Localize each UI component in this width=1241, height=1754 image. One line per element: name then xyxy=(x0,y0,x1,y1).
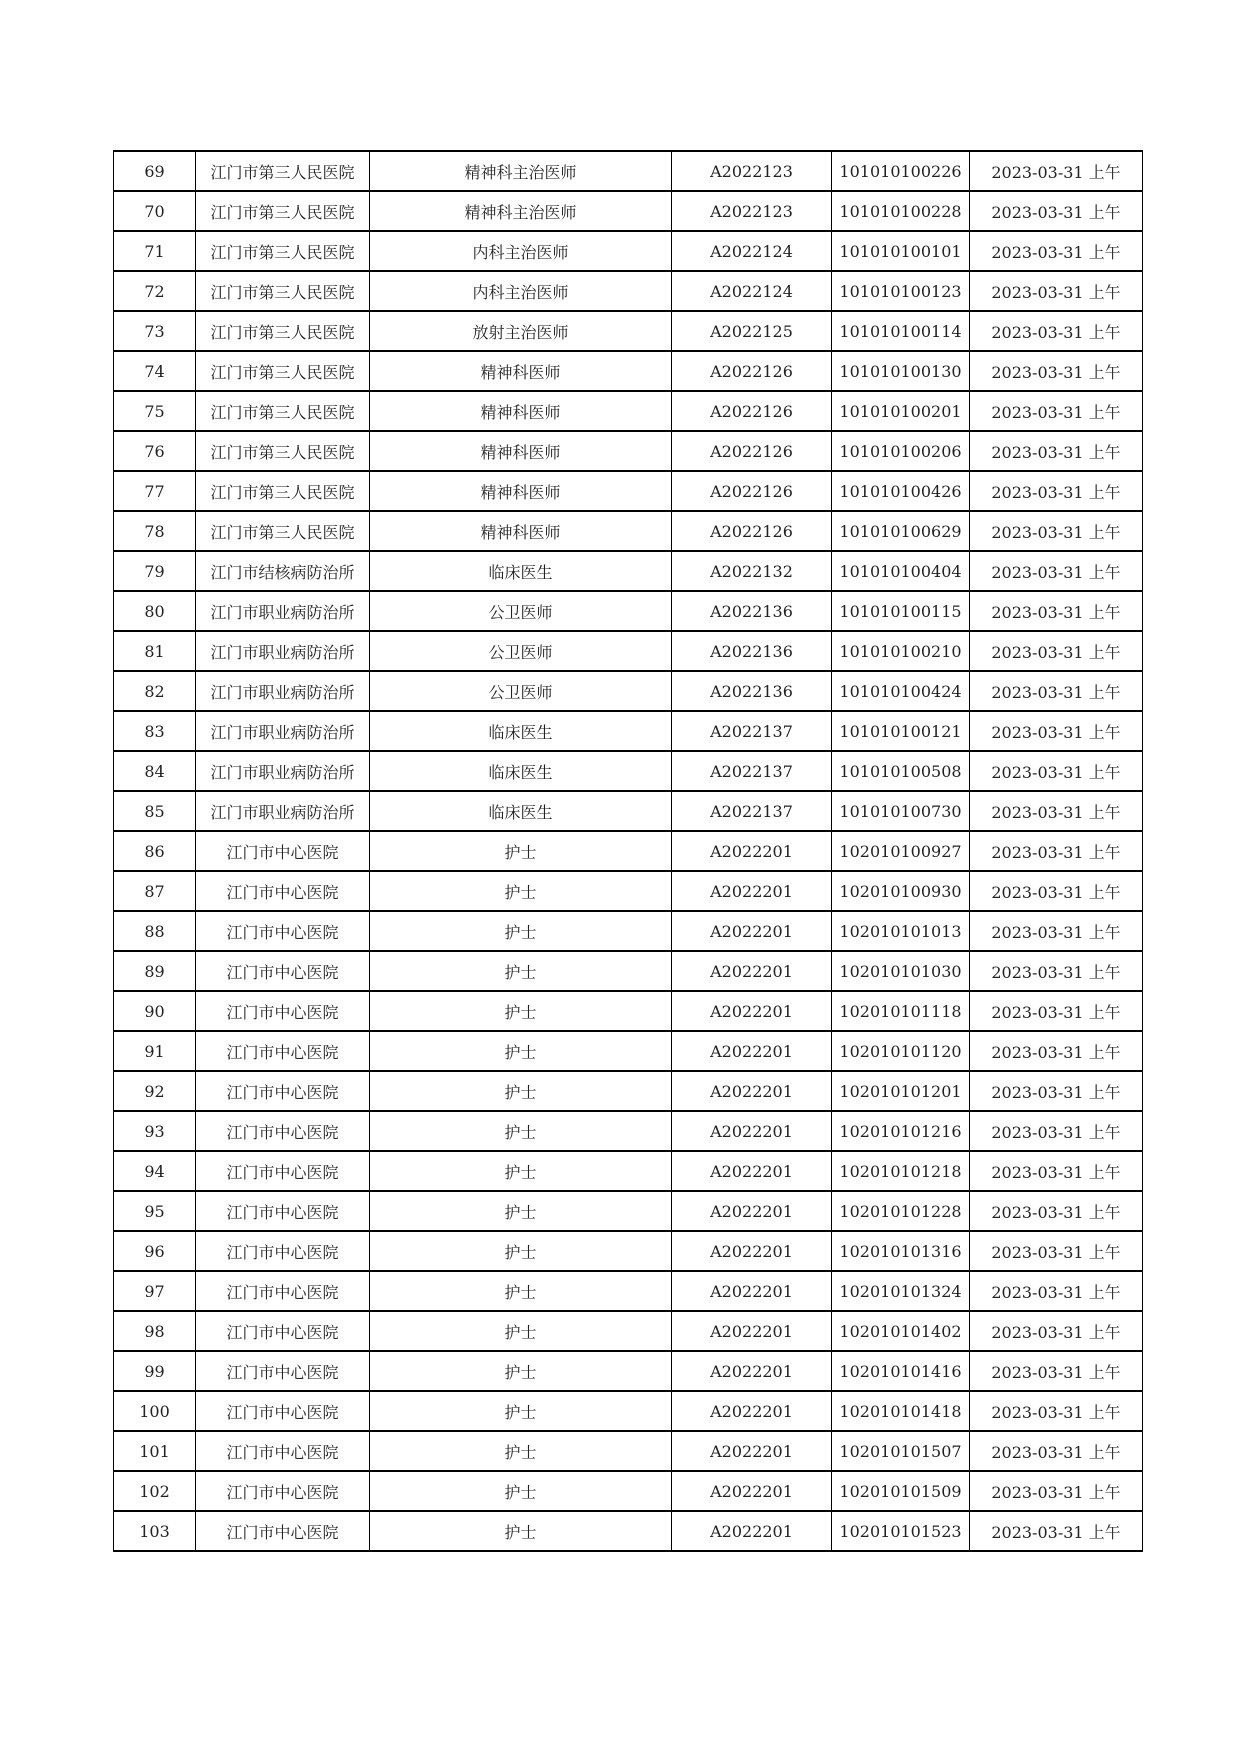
institution-cell: 江门市第三人民医院 xyxy=(196,231,370,271)
row-number-cell: 83 xyxy=(114,711,196,751)
institution-cell: 江门市第三人民医院 xyxy=(196,271,370,311)
table-row xyxy=(114,1351,1143,1391)
position-code-cell: A2022126 xyxy=(672,471,832,511)
position-code-cell: A2022126 xyxy=(672,511,832,551)
row-number-cell: 76 xyxy=(114,431,196,471)
ticket-number-cell: 102010100930 xyxy=(832,871,970,911)
institution-cell: 江门市中心医院 xyxy=(196,1311,370,1351)
position-code-cell: A2022201 xyxy=(672,1311,832,1351)
position-code-cell: A2022136 xyxy=(672,591,832,631)
table-row xyxy=(114,991,1143,1031)
position-cell: 护士 xyxy=(370,1151,672,1191)
ticket-number-cell: 101010100424 xyxy=(832,671,970,711)
position-code-cell: A2022136 xyxy=(672,671,832,711)
table-row xyxy=(114,231,1143,271)
position-cell: 护士 xyxy=(370,831,672,871)
row-number-cell: 87 xyxy=(114,871,196,911)
position-cell: 护士 xyxy=(370,1351,672,1391)
institution-cell: 江门市中心医院 xyxy=(196,951,370,991)
table-row xyxy=(114,591,1143,631)
institution-cell: 江门市第三人民医院 xyxy=(196,511,370,551)
position-code-cell: A2022201 xyxy=(672,991,832,1031)
row-number-cell: 74 xyxy=(114,351,196,391)
institution-cell: 江门市中心医院 xyxy=(196,1471,370,1511)
ticket-number-cell: 101010100426 xyxy=(832,471,970,511)
ticket-number-cell: 102010101201 xyxy=(832,1071,970,1111)
position-cell: 护士 xyxy=(370,1471,672,1511)
position-code-cell: A2022137 xyxy=(672,711,832,751)
row-number-cell: 99 xyxy=(114,1351,196,1391)
exam-time-cell: 2023-03-31 上午 xyxy=(970,591,1143,631)
position-cell: 公卫医师 xyxy=(370,591,672,631)
institution-cell: 江门市中心医院 xyxy=(196,1191,370,1231)
row-number-cell: 91 xyxy=(114,1031,196,1071)
institution-cell: 江门市结核病防治所 xyxy=(196,551,370,591)
position-code-cell: A2022137 xyxy=(672,791,832,831)
exam-time-cell: 2023-03-31 上午 xyxy=(970,1231,1143,1271)
table-row xyxy=(114,1271,1143,1311)
ticket-number-cell: 102010101218 xyxy=(832,1151,970,1191)
ticket-number-cell: 102010101316 xyxy=(832,1231,970,1271)
ticket-number-cell: 102010101216 xyxy=(832,1111,970,1151)
table-row xyxy=(114,151,1143,191)
row-number-cell: 97 xyxy=(114,1271,196,1311)
table-row xyxy=(114,1391,1143,1431)
institution-cell: 江门市中心医院 xyxy=(196,991,370,1031)
position-code-cell: A2022132 xyxy=(672,551,832,591)
table-row xyxy=(114,711,1143,751)
position-cell: 护士 xyxy=(370,1111,672,1151)
position-code-cell: A2022201 xyxy=(672,1071,832,1111)
row-number-cell: 75 xyxy=(114,391,196,431)
exam-time-cell: 2023-03-31 上午 xyxy=(970,911,1143,951)
ticket-number-cell: 102010101228 xyxy=(832,1191,970,1231)
exam-time-cell: 2023-03-31 上午 xyxy=(970,1431,1143,1471)
table-row xyxy=(114,351,1143,391)
exam-time-cell: 2023-03-31 上午 xyxy=(970,271,1143,311)
exam-time-cell: 2023-03-31 上午 xyxy=(970,1311,1143,1351)
position-cell: 护士 xyxy=(370,1271,672,1311)
institution-cell: 江门市中心医院 xyxy=(196,871,370,911)
row-number-cell: 103 xyxy=(114,1511,196,1551)
ticket-number-cell: 102010101509 xyxy=(832,1471,970,1511)
position-code-cell: A2022124 xyxy=(672,271,832,311)
ticket-number-cell: 101010100123 xyxy=(832,271,970,311)
institution-cell: 江门市中心医院 xyxy=(196,1351,370,1391)
position-code-cell: A2022123 xyxy=(672,191,832,231)
position-code-cell: A2022201 xyxy=(672,1151,832,1191)
position-cell: 护士 xyxy=(370,1311,672,1351)
row-number-cell: 77 xyxy=(114,471,196,511)
exam-time-cell: 2023-03-31 上午 xyxy=(970,711,1143,751)
exam-time-cell: 2023-03-31 上午 xyxy=(970,991,1143,1031)
row-number-cell: 82 xyxy=(114,671,196,711)
position-cell: 护士 xyxy=(370,1391,672,1431)
table-row xyxy=(114,311,1143,351)
exam-time-cell: 2023-03-31 上午 xyxy=(970,1471,1143,1511)
ticket-number-cell: 101010100508 xyxy=(832,751,970,791)
ticket-number-cell: 101010100226 xyxy=(832,151,970,191)
position-code-cell: A2022201 xyxy=(672,831,832,871)
position-cell: 精神科医师 xyxy=(370,471,672,511)
row-number-cell: 93 xyxy=(114,1111,196,1151)
ticket-number-cell: 102010101418 xyxy=(832,1391,970,1431)
row-number-cell: 69 xyxy=(114,151,196,191)
position-code-cell: A2022123 xyxy=(672,151,832,191)
exam-time-cell: 2023-03-31 上午 xyxy=(970,311,1143,351)
position-cell: 放射主治医师 xyxy=(370,311,672,351)
ticket-number-cell: 101010100115 xyxy=(832,591,970,631)
ticket-number-cell: 101010100206 xyxy=(832,431,970,471)
ticket-number-cell: 101010100114 xyxy=(832,311,970,351)
table-row xyxy=(114,1071,1143,1111)
ticket-number-cell: 102010101416 xyxy=(832,1351,970,1391)
table-row xyxy=(114,831,1143,871)
ticket-number-cell: 102010101030 xyxy=(832,951,970,991)
position-code-cell: A2022137 xyxy=(672,751,832,791)
position-code-cell: A2022201 xyxy=(672,1231,832,1271)
exam-time-cell: 2023-03-31 上午 xyxy=(970,1071,1143,1111)
institution-cell: 江门市中心医院 xyxy=(196,1431,370,1471)
exam-time-cell: 2023-03-31 上午 xyxy=(970,1191,1143,1231)
institution-cell: 江门市中心医院 xyxy=(196,1071,370,1111)
institution-cell: 江门市中心医院 xyxy=(196,831,370,871)
institution-cell: 江门市职业病防治所 xyxy=(196,671,370,711)
position-cell: 临床医生 xyxy=(370,551,672,591)
position-cell: 护士 xyxy=(370,1511,672,1551)
ticket-number-cell: 101010100730 xyxy=(832,791,970,831)
table-row xyxy=(114,471,1143,511)
row-number-cell: 95 xyxy=(114,1191,196,1231)
position-cell: 护士 xyxy=(370,991,672,1031)
exam-time-cell: 2023-03-31 上午 xyxy=(970,551,1143,591)
institution-cell: 江门市第三人民医院 xyxy=(196,431,370,471)
institution-cell: 江门市第三人民医院 xyxy=(196,191,370,231)
institution-cell: 江门市中心医院 xyxy=(196,1231,370,1271)
exam-time-cell: 2023-03-31 上午 xyxy=(970,431,1143,471)
results-table xyxy=(113,150,1143,1552)
table-row xyxy=(114,1311,1143,1351)
ticket-number-cell: 102010101013 xyxy=(832,911,970,951)
position-cell: 公卫医师 xyxy=(370,631,672,671)
position-code-cell: A2022201 xyxy=(672,1431,832,1471)
position-cell: 临床医生 xyxy=(370,711,672,751)
position-code-cell: A2022136 xyxy=(672,631,832,671)
ticket-number-cell: 102010100927 xyxy=(832,831,970,871)
position-code-cell: A2022201 xyxy=(672,1271,832,1311)
table-row xyxy=(114,911,1143,951)
institution-cell: 江门市第三人民医院 xyxy=(196,151,370,191)
institution-cell: 江门市中心医院 xyxy=(196,1031,370,1071)
row-number-cell: 92 xyxy=(114,1071,196,1111)
institution-cell: 江门市中心医院 xyxy=(196,1111,370,1151)
position-cell: 护士 xyxy=(370,1191,672,1231)
table-row xyxy=(114,751,1143,791)
position-cell: 护士 xyxy=(370,1231,672,1271)
row-number-cell: 96 xyxy=(114,1231,196,1271)
position-code-cell: A2022125 xyxy=(672,311,832,351)
row-number-cell: 89 xyxy=(114,951,196,991)
position-code-cell: A2022201 xyxy=(672,1111,832,1151)
ticket-number-cell: 102010101507 xyxy=(832,1431,970,1471)
position-cell: 精神科医师 xyxy=(370,511,672,551)
exam-time-cell: 2023-03-31 上午 xyxy=(970,831,1143,871)
position-cell: 护士 xyxy=(370,1431,672,1471)
table-row xyxy=(114,1151,1143,1191)
table-row xyxy=(114,791,1143,831)
institution-cell: 江门市中心医院 xyxy=(196,1511,370,1551)
institution-cell: 江门市职业病防治所 xyxy=(196,591,370,631)
row-number-cell: 90 xyxy=(114,991,196,1031)
table-row xyxy=(114,631,1143,671)
position-code-cell: A2022201 xyxy=(672,1511,832,1551)
ticket-number-cell: 101010100101 xyxy=(832,231,970,271)
position-cell: 护士 xyxy=(370,951,672,991)
position-code-cell: A2022124 xyxy=(672,231,832,271)
institution-cell: 江门市第三人民医院 xyxy=(196,471,370,511)
table-row xyxy=(114,1191,1143,1231)
table-row xyxy=(114,871,1143,911)
exam-time-cell: 2023-03-31 上午 xyxy=(970,1391,1143,1431)
table-row xyxy=(114,1471,1143,1511)
exam-time-cell: 2023-03-31 上午 xyxy=(970,1031,1143,1071)
table-row xyxy=(114,271,1143,311)
ticket-number-cell: 101010100210 xyxy=(832,631,970,671)
position-cell: 精神科医师 xyxy=(370,351,672,391)
row-number-cell: 70 xyxy=(114,191,196,231)
ticket-number-cell: 102010101120 xyxy=(832,1031,970,1071)
position-code-cell: A2022201 xyxy=(672,1191,832,1231)
ticket-number-cell: 102010101324 xyxy=(832,1271,970,1311)
position-cell: 临床医生 xyxy=(370,791,672,831)
row-number-cell: 85 xyxy=(114,791,196,831)
ticket-number-cell: 102010101523 xyxy=(832,1511,970,1551)
row-number-cell: 78 xyxy=(114,511,196,551)
table-row xyxy=(114,671,1143,711)
row-number-cell: 80 xyxy=(114,591,196,631)
position-code-cell: A2022201 xyxy=(672,1391,832,1431)
table-row xyxy=(114,1511,1143,1551)
institution-cell: 江门市第三人民医院 xyxy=(196,311,370,351)
institution-cell: 江门市职业病防治所 xyxy=(196,631,370,671)
position-cell: 护士 xyxy=(370,1071,672,1111)
position-cell: 内科主治医师 xyxy=(370,271,672,311)
ticket-number-cell: 101010100629 xyxy=(832,511,970,551)
exam-time-cell: 2023-03-31 上午 xyxy=(970,151,1143,191)
table-row xyxy=(114,1231,1143,1271)
exam-time-cell: 2023-03-31 上午 xyxy=(970,191,1143,231)
table-row xyxy=(114,551,1143,591)
position-cell: 精神科主治医师 xyxy=(370,151,672,191)
institution-cell: 江门市中心医院 xyxy=(196,911,370,951)
table-row xyxy=(114,1431,1143,1471)
exam-time-cell: 2023-03-31 上午 xyxy=(970,951,1143,991)
position-cell: 精神科医师 xyxy=(370,391,672,431)
institution-cell: 江门市职业病防治所 xyxy=(196,791,370,831)
exam-time-cell: 2023-03-31 上午 xyxy=(970,791,1143,831)
ticket-number-cell: 102010101402 xyxy=(832,1311,970,1351)
row-number-cell: 88 xyxy=(114,911,196,951)
exam-time-cell: 2023-03-31 上午 xyxy=(970,631,1143,671)
row-number-cell: 79 xyxy=(114,551,196,591)
exam-time-cell: 2023-03-31 上午 xyxy=(970,231,1143,271)
table-row xyxy=(114,391,1143,431)
row-number-cell: 94 xyxy=(114,1151,196,1191)
position-cell: 临床医生 xyxy=(370,751,672,791)
table-row xyxy=(114,511,1143,551)
exam-time-cell: 2023-03-31 上午 xyxy=(970,751,1143,791)
position-cell: 公卫医师 xyxy=(370,671,672,711)
row-number-cell: 98 xyxy=(114,1311,196,1351)
institution-cell: 江门市中心医院 xyxy=(196,1271,370,1311)
position-code-cell: A2022201 xyxy=(672,1471,832,1511)
table-row xyxy=(114,431,1143,471)
position-code-cell: A2022201 xyxy=(672,871,832,911)
exam-time-cell: 2023-03-31 上午 xyxy=(970,671,1143,711)
institution-cell: 江门市第三人民医院 xyxy=(196,391,370,431)
ticket-number-cell: 101010100228 xyxy=(832,191,970,231)
row-number-cell: 73 xyxy=(114,311,196,351)
ticket-number-cell: 101010100201 xyxy=(832,391,970,431)
position-cell: 精神科医师 xyxy=(370,431,672,471)
exam-time-cell: 2023-03-31 上午 xyxy=(970,1151,1143,1191)
exam-time-cell: 2023-03-31 上午 xyxy=(970,871,1143,911)
position-code-cell: A2022126 xyxy=(672,391,832,431)
exam-time-cell: 2023-03-31 上午 xyxy=(970,471,1143,511)
table-row xyxy=(114,191,1143,231)
institution-cell: 江门市职业病防治所 xyxy=(196,751,370,791)
exam-time-cell: 2023-03-31 上午 xyxy=(970,511,1143,551)
institution-cell: 江门市中心医院 xyxy=(196,1151,370,1191)
ticket-number-cell: 102010101118 xyxy=(832,991,970,1031)
row-number-cell: 84 xyxy=(114,751,196,791)
position-cell: 护士 xyxy=(370,1031,672,1071)
position-cell: 护士 xyxy=(370,871,672,911)
institution-cell: 江门市职业病防治所 xyxy=(196,711,370,751)
ticket-number-cell: 101010100121 xyxy=(832,711,970,751)
row-number-cell: 101 xyxy=(114,1431,196,1471)
institution-cell: 江门市第三人民医院 xyxy=(196,351,370,391)
exam-time-cell: 2023-03-31 上午 xyxy=(970,1271,1143,1311)
exam-time-cell: 2023-03-31 上午 xyxy=(970,1511,1143,1551)
table-row xyxy=(114,951,1143,991)
position-cell: 护士 xyxy=(370,911,672,951)
position-code-cell: A2022201 xyxy=(672,1351,832,1391)
ticket-number-cell: 101010100404 xyxy=(832,551,970,591)
row-number-cell: 86 xyxy=(114,831,196,871)
position-code-cell: A2022201 xyxy=(672,951,832,991)
row-number-cell: 102 xyxy=(114,1471,196,1511)
exam-time-cell: 2023-03-31 上午 xyxy=(970,351,1143,391)
institution-cell: 江门市中心医院 xyxy=(196,1391,370,1431)
exam-time-cell: 2023-03-31 上午 xyxy=(970,391,1143,431)
position-cell: 精神科主治医师 xyxy=(370,191,672,231)
position-code-cell: A2022201 xyxy=(672,911,832,951)
row-number-cell: 100 xyxy=(114,1391,196,1431)
position-code-cell: A2022126 xyxy=(672,431,832,471)
exam-time-cell: 2023-03-31 上午 xyxy=(970,1351,1143,1391)
row-number-cell: 72 xyxy=(114,271,196,311)
table-row xyxy=(114,1031,1143,1071)
position-cell: 内科主治医师 xyxy=(370,231,672,271)
exam-time-cell: 2023-03-31 上午 xyxy=(970,1111,1143,1151)
position-code-cell: A2022201 xyxy=(672,1031,832,1071)
ticket-number-cell: 101010100130 xyxy=(832,351,970,391)
position-code-cell: A2022126 xyxy=(672,351,832,391)
row-number-cell: 81 xyxy=(114,631,196,671)
row-number-cell: 71 xyxy=(114,231,196,271)
table-row xyxy=(114,1111,1143,1151)
